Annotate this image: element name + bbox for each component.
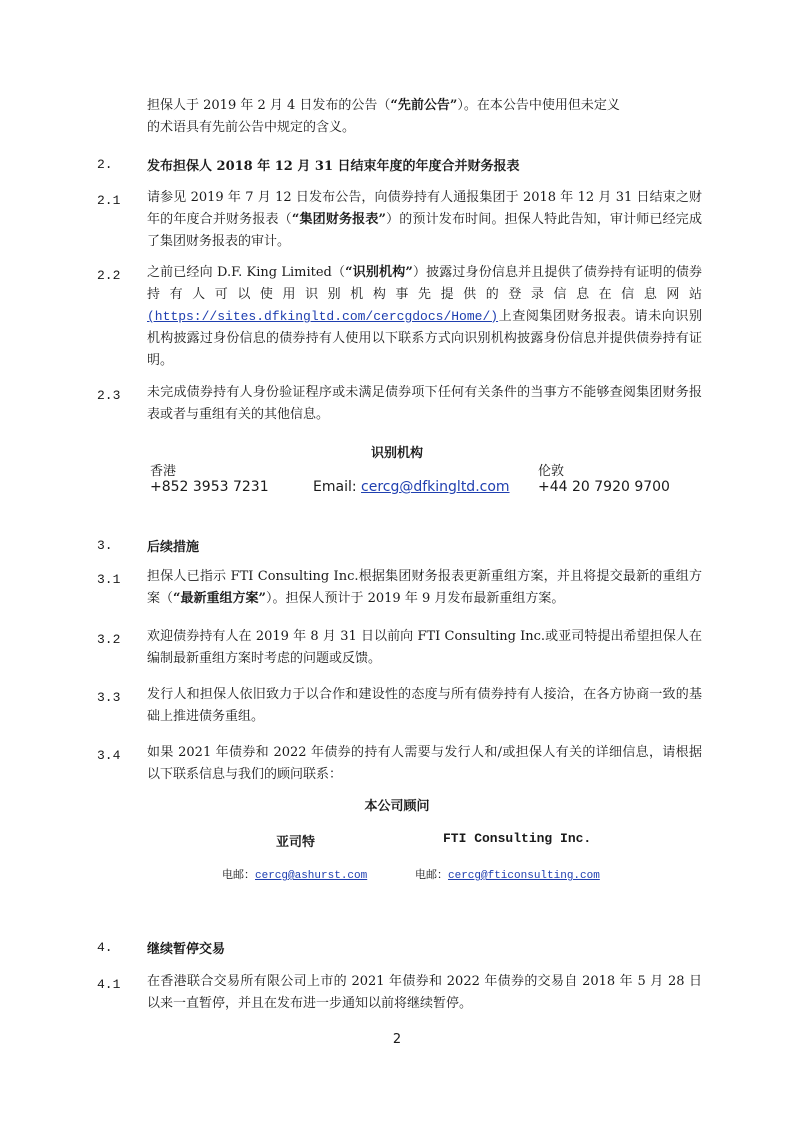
intro-text: 的术语具有先前公告中规定的含义。 xyxy=(147,120,356,135)
paragraph-3-3 xyxy=(147,684,702,728)
section-heading: 发布担保人 2018 年 12 月 31 日结束年度的年度合并财务报表 xyxy=(147,159,520,174)
paragraph-number: 4.1 xyxy=(97,977,121,992)
intro-paragraph xyxy=(147,95,702,139)
defined-term: “识别机构” xyxy=(345,265,413,280)
adviser-fti-email-row xyxy=(415,866,600,882)
advisers-title: 本公司顾问 xyxy=(364,799,430,814)
hk-phone: +852 3953 7231 xyxy=(150,479,269,495)
paragraph-3-1 xyxy=(147,566,702,610)
paragraph-text: 如果 2021 年债券和 2022 年债券的持有人需要与发行人和/或担保人有关的详细信息，请根据以下联系信息与我们的顾问联系： xyxy=(147,745,702,782)
paragraph-text: 未完成债券持有人身份验证程序或未满足债券项下任何有关条件的当事方不能够查阅集团财务报表或者与重组有关的其他信息。 xyxy=(147,385,702,422)
intro-text: 担保人于 2019 年 2 月 4 日发布的公告（ xyxy=(147,98,391,113)
email-link-ashurst[interactable]: cercg@ashurst.com xyxy=(255,870,368,882)
section-number: 4. xyxy=(97,940,113,955)
paragraph-text: 请参见 2019 年 7 月 12 日发布公告，向债券持有人通报集团于 2018 年 12 月 31 日结束之财年的年度合并财务报表（ xyxy=(147,190,702,227)
paragraph-text: ）披露过身份信息并且提供了债券持有证明的债券持有人可以使用识别机构事先提供的登录信息在信息网站 xyxy=(147,265,702,302)
paragraph-number: 3.2 xyxy=(97,632,121,647)
adviser-fti-name: FTI Consulting Inc. xyxy=(443,831,592,846)
defined-term: “最新重组方案” xyxy=(173,591,266,606)
email-label: 电邮： xyxy=(415,868,448,881)
paragraph-text: ）。担保人预计于 2019 年 9 月发布最新重组方案。 xyxy=(265,591,565,606)
paragraph-3-2 xyxy=(147,626,702,670)
paragraph-text: 担保人已指示 FTI Consulting Inc.根据集团财务报表更新重组方案，并且将提交最新的重组方案（ xyxy=(147,569,702,606)
paragraph-2-2 xyxy=(147,262,702,372)
email-link-fti[interactable]: cercg@fticonsulting.com xyxy=(448,870,600,882)
defined-term: “先前公告” xyxy=(390,98,458,113)
paragraph-number: 3.1 xyxy=(97,572,121,587)
email-label: 电邮： xyxy=(222,868,255,881)
paragraph-2-1 xyxy=(147,187,702,253)
paragraph-number: 3.4 xyxy=(97,748,121,763)
hk-label: 香港 xyxy=(150,464,177,479)
contact-block-title: 识别机构 xyxy=(370,446,423,461)
paragraph-number: 3.3 xyxy=(97,690,121,705)
paragraph-3-4 xyxy=(147,742,702,786)
paragraph-text: 在香港联合交易所有限公司上市的 2021 年债券和 2022 年债券的交易自 2018 年 5 月 28 日以来一直暂停，并且在发布进一步通知以前将继续暂停。 xyxy=(147,974,702,1011)
email-link-dfking[interactable]: cercg@dfkingltd.com xyxy=(361,479,510,495)
paragraph-text: 欢迎债券持有人在 2019 年 8 月 31 日以前向 FTI Consulting Inc.或亚司特提出希望担保人在编制最新重组方案时考虑的问题或反馈。 xyxy=(147,629,702,666)
email-row xyxy=(313,479,510,495)
section-heading: 后续措施 xyxy=(147,540,200,555)
paragraph-number: 2.3 xyxy=(97,388,121,403)
paragraph-2-3 xyxy=(147,382,702,426)
adviser-ashurst-name: 亚司特 xyxy=(276,835,316,850)
paragraph-text: 之前已经向 D.F. King Limited（ xyxy=(147,265,346,280)
defined-term: “集团财务报表” xyxy=(291,212,386,227)
paragraph-number: 2.1 xyxy=(97,193,121,208)
info-website-link[interactable]: (https://sites.dfkingltd.com/cercgdocs/Home/) xyxy=(147,309,499,324)
london-phone: +44 20 7920 9700 xyxy=(538,479,670,495)
paragraph-4-1 xyxy=(147,971,702,1015)
paragraph-text: ）的预计发布时间。担保人特此告知，审计师已经完成了集团财务报表的审计。 xyxy=(147,212,702,249)
section-number: 3. xyxy=(97,538,113,553)
intro-text: ）。在本公告中使用但未定义 xyxy=(457,98,620,113)
email-label: Email: xyxy=(313,479,362,495)
adviser-ashurst-email-row xyxy=(222,866,367,882)
paragraph-text: 发行人和担保人依旧致力于以合作和建设性的态度与所有债券持有人接洽，在各方协商一致的基础上推进债务重组。 xyxy=(147,687,702,724)
london-label: 伦敦 xyxy=(538,464,565,479)
paragraph-number: 2.2 xyxy=(97,268,121,283)
page-number: 2 xyxy=(392,1032,402,1047)
paragraph-text: 上查阅集团财务报表。请未向识别机构披露过身份信息的债券持有人使用以下联系方式向识别机构披露身份信息并提供债券持有证明。 xyxy=(147,309,702,368)
section-number: 2. xyxy=(97,157,113,172)
section-heading: 继续暂停交易 xyxy=(147,942,226,957)
